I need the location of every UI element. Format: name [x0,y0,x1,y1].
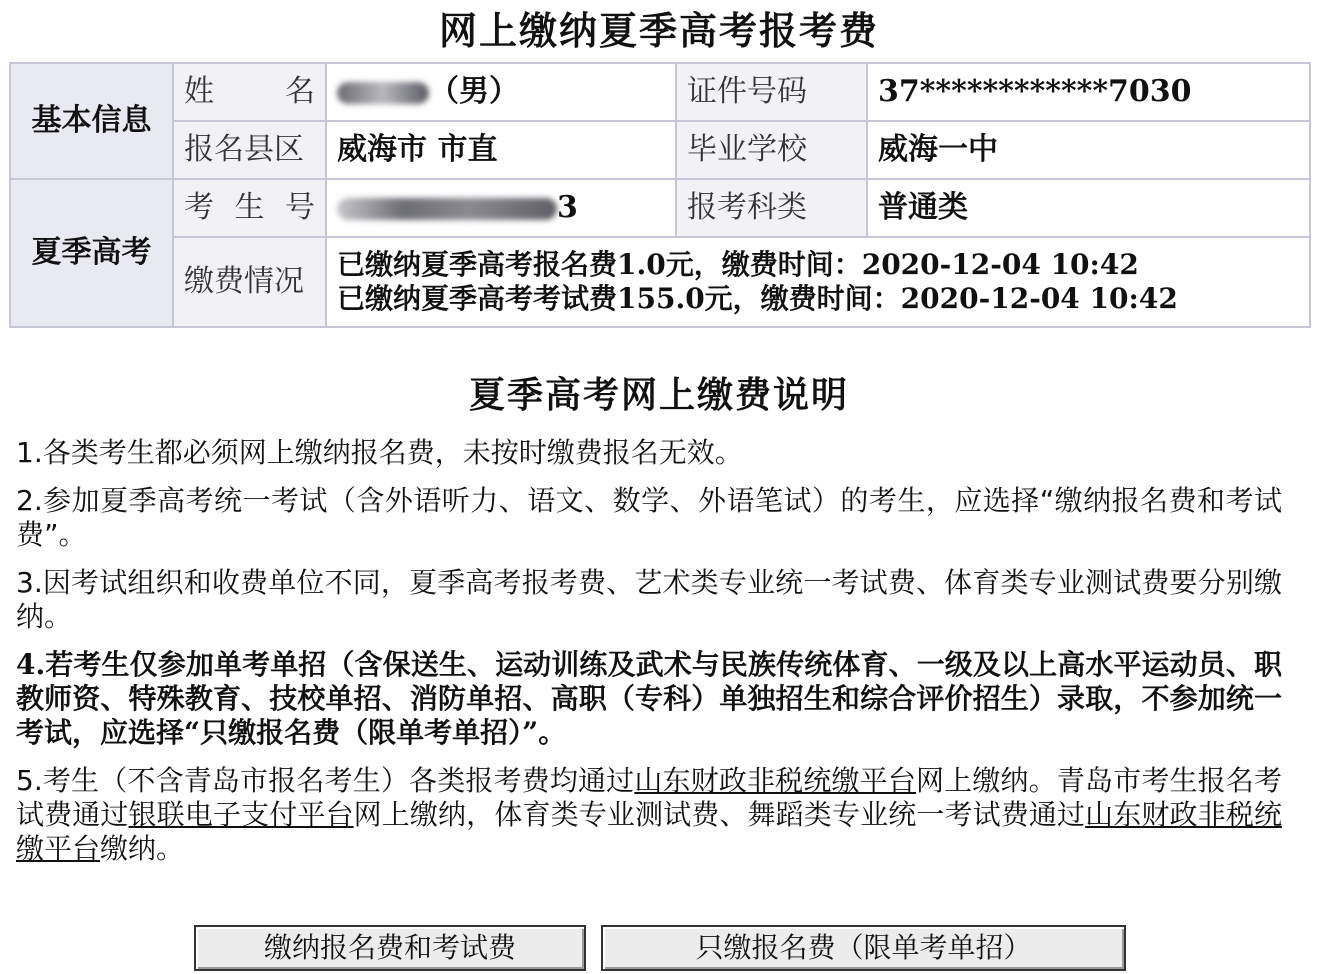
payment-status-value [327,238,1311,328]
note-item-2: 2.参加夏季高考统一考试（含外语听力、语文、数学、外语笔试）的考生，应选择“缴纳报名费和考试费”。 [16,484,1282,551]
note-item-5: 5.考生（不含青岛市报名考生）各类报考费均通过山东财政非税统缴平台网上缴纳。青岛市考生报名考试费通过银联电子支付平台网上缴纳，体育类专业测试费、舞蹈类专业统一考试费通过山东财政非税统缴平台缴纳。 [16,764,1282,865]
category-label: 报考科类 [677,180,868,238]
note-item-4: 4.若考生仅参加单考单招（含保送生、运动训练及武术与民族传统体育、一级及以上高水平运动员、职教师资、特殊教育、技校单招、消防单招、高职（专科）单独招生和综合评价招生）录取，不参加统一考试，应选择“只缴报名费（限单考单招）”。 [16,648,1282,749]
shandong-finance-platform-link-2[interactable]: 山东财政非税统缴平台 [16,798,1282,865]
id-number-label: 证件号码 [677,64,868,122]
notes-title: 夏季高考网上缴费说明 [468,374,849,416]
payment-line-exam: 已缴纳夏季高考考试费155.0元，缴费时间：2020-12-04 10:42 [337,282,1178,315]
note-item-3: 3.因考试组织和收费单位不同，夏季高考报考费、艺术类专业统一考试费、体育类专业测试费要分别缴纳。 [16,566,1282,633]
table-row [11,122,1311,180]
unionpay-platform-link[interactable]: 银联电子支付平台 [128,798,354,831]
note-item-1: 1.各类考生都必须网上缴纳报名费，未按时缴费报名无效。 [16,436,743,469]
shandong-finance-platform-link[interactable]: 山东财政非税统缴平台 [634,764,916,797]
school-label: 毕业学校 [677,122,868,180]
payment-line-registration: 已缴纳夏季高考报名费1.0元，缴费时间：2020-12-04 10:42 [337,248,1139,281]
redacted-exam-number [337,198,557,220]
table-row [11,64,1311,122]
redacted-name [337,82,429,104]
page-title: 网上缴纳夏季高考报考费 [438,8,879,53]
payment-notes [16,436,1282,880]
name-label: 姓 名 [174,64,327,122]
payment-status-label: 缴费情况 [174,238,327,328]
section-summer-exam: 夏季高考 [11,180,174,328]
exam-number-label: 考 生 号 [174,180,327,238]
pay-registration-fee-only-button[interactable]: 只缴报名费（限单考单招） [601,925,1126,971]
exam-number-value: 3 [327,180,677,238]
applicant-info-table [9,62,1311,328]
section-basic-info: 基本信息 [11,64,174,180]
county-label: 报名县区 [174,122,327,180]
name-value: （男） [327,64,677,122]
table-row [11,238,1311,328]
pay-registration-and-exam-fee-button[interactable]: 缴纳报名费和考试费 [194,925,586,971]
county-value: 威海市 市直 [327,122,677,180]
category-value: 普通类 [868,180,1311,238]
school-value: 威海一中 [868,122,1311,180]
table-row [11,180,1311,238]
id-number-value: 37************7030 [868,64,1311,122]
